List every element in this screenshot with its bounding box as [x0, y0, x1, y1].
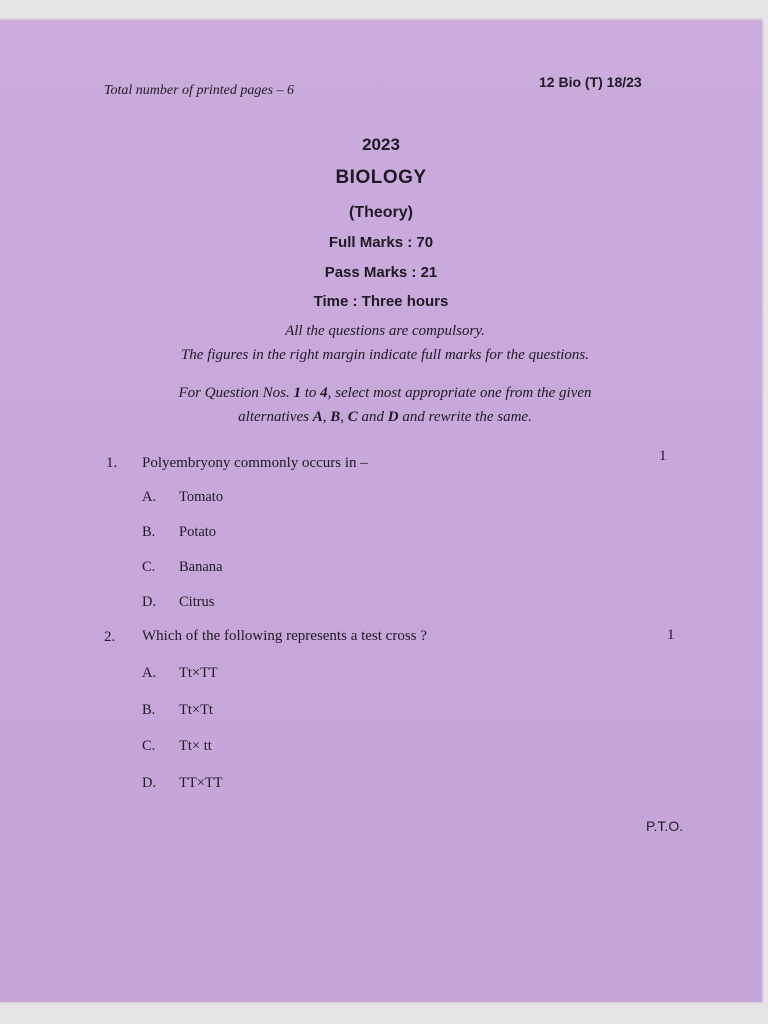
option-text: Tt× tt	[179, 738, 212, 754]
option-letter: A.	[142, 665, 157, 681]
option-letter: B.	[142, 524, 156, 540]
option-letter: D.	[142, 594, 157, 610]
full-marks: Full Marks : 70	[328, 234, 434, 251]
paper-code: 12 Bio (T) 18/23	[539, 74, 642, 90]
exam-year: 2023	[362, 135, 400, 154]
exam-time: Time : Three hours	[313, 293, 449, 310]
question-number: 1.	[106, 455, 118, 471]
paper-type: (Theory)	[349, 204, 413, 221]
exam-subject: BIOLOGY	[335, 167, 427, 188]
exam-paper-sheet	[0, 20, 762, 1002]
instruction-alternatives: alternatives A, B, C and D and rewrite the same.	[238, 409, 532, 425]
total-pages-label: Total number of printed pages – 6	[104, 83, 295, 98]
option-letter: A.	[142, 489, 157, 505]
instruction-select: For Question Nos. 1 to 4, select most appropriate one from the given	[178, 385, 592, 401]
option-letter: B.	[142, 702, 156, 718]
option-text: TT×TT	[179, 775, 223, 791]
option-text: Tt×TT	[179, 665, 218, 681]
option-text: Citrus	[179, 594, 215, 610]
pass-marks: Pass Marks : 21	[324, 264, 438, 281]
option-text: Tt×Tt	[179, 702, 213, 718]
option-letter: D.	[142, 775, 157, 791]
instruction-marks: The figures in the right margin indicate full marks for the questions.	[180, 347, 590, 363]
option-text: Tomato	[179, 489, 224, 505]
option-letter: C.	[142, 559, 156, 575]
question-marks: 1	[659, 448, 667, 464]
option-text: Banana	[179, 559, 223, 575]
option-text: Potato	[179, 524, 217, 540]
question-marks: 1	[667, 627, 675, 643]
question-text: Polyembryony commonly occurs in –	[142, 455, 368, 471]
option-letter: C.	[142, 738, 156, 754]
instruction-compulsory: All the questions are compulsory.	[285, 323, 485, 339]
question-text: Which of the following represents a test cross ?	[142, 628, 427, 644]
question-number: 2.	[104, 629, 116, 645]
please-turn-over: P.T.O.	[646, 818, 684, 834]
